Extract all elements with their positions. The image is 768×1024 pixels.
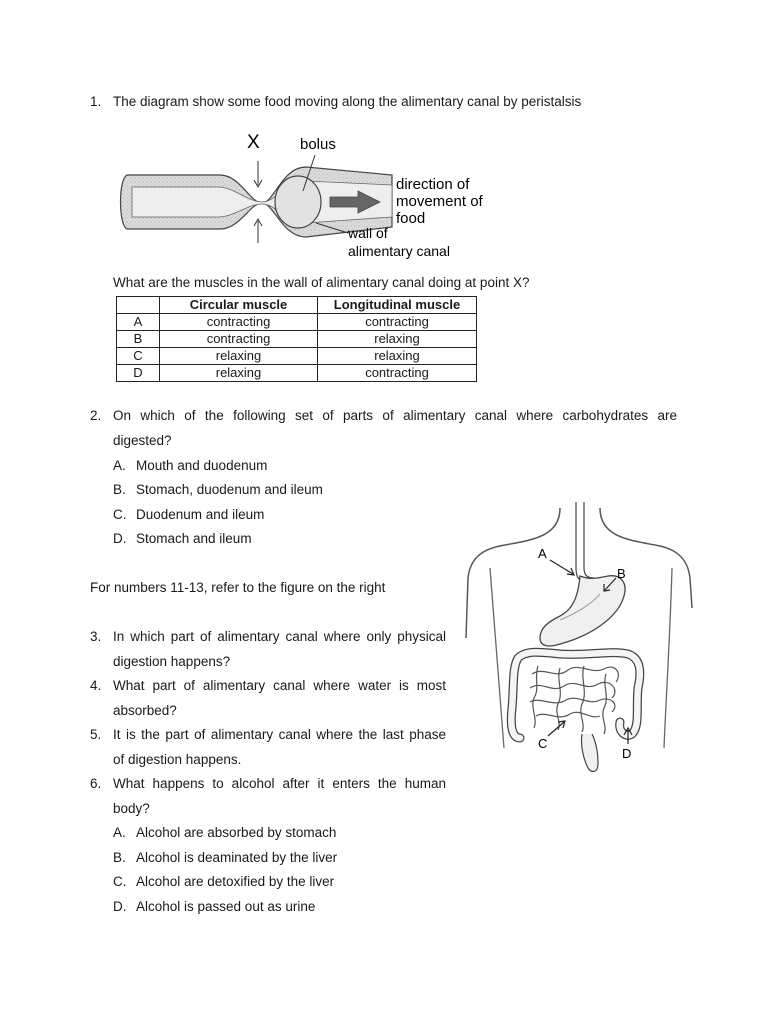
rectum [581, 734, 598, 771]
table-cell: relaxing [160, 365, 318, 382]
q6-option-c-letter: C. [113, 874, 127, 889]
bolus-label: bolus [300, 136, 336, 153]
q6-option-a-text: Alcohol are absorbed by stomach [136, 825, 337, 840]
figure-label-a: A [538, 546, 547, 561]
table-cell: contracting [318, 365, 477, 382]
table-cell: relaxing [318, 331, 477, 348]
direction-label-2: movement of [396, 193, 483, 210]
q2-option-b-letter: B. [113, 482, 126, 497]
q2-option-d-letter: D. [113, 531, 127, 546]
q2-option-c-text: Duodenum and ileum [136, 507, 265, 522]
table-cell: relaxing [318, 348, 477, 365]
table-row [117, 331, 477, 348]
wall-label-1: wall of [348, 225, 388, 241]
question-6-line2: body? [113, 801, 150, 816]
question-4-line1: What part of alimentary canal where water is most [113, 678, 446, 693]
q2-option-a-text: Mouth and duodenum [136, 458, 268, 473]
direction-label-1: direction of [396, 176, 470, 193]
question-1-text: The diagram show some food moving along the alimentary canal by peristalsis [113, 94, 582, 109]
table-row [117, 365, 477, 382]
q2-option-b-text: Stomach, duodenum and ileum [136, 482, 323, 497]
q6-option-d-text: Alcohol is passed out as urine [136, 899, 316, 914]
question-3-line2: digestion happens? [113, 654, 231, 669]
table-cell: A [117, 314, 160, 331]
q2-option-d-text: Stomach and ileum [136, 531, 252, 546]
figure-label-b: B [617, 566, 626, 581]
question-4-line2: absorbed? [113, 703, 177, 718]
wall-label-2: alimentary canal [348, 243, 450, 259]
peristalsis-diagram [110, 125, 490, 265]
table-header-longitudinal: Longitudinal muscle [318, 297, 477, 314]
question-6-line1: What happens to alcohol after it enters the human [113, 776, 446, 791]
question-3-line1: In which part of alimentary canal where only physical [113, 629, 446, 644]
esophagus [576, 502, 594, 582]
table-header-row [117, 297, 477, 314]
table-cell: contracting [160, 314, 318, 331]
question-4-number: 4. [90, 678, 102, 693]
table-row [117, 348, 477, 365]
q6-option-c-text: Alcohol are detoxified by the liver [136, 874, 335, 889]
figure-label-d: D [622, 746, 632, 761]
instruction-text: For numbers 11-13, refer to the figure on the right [90, 580, 386, 595]
table-header-blank [117, 297, 160, 314]
q2-option-a-letter: A. [113, 458, 126, 473]
answer-table [116, 296, 477, 382]
q6-option-a-letter: A. [113, 825, 126, 840]
table-cell: D [117, 365, 160, 382]
question-2-text-line2: digested? [113, 433, 172, 448]
table-row [117, 314, 477, 331]
table-cell: B [117, 331, 160, 348]
question-5-line2: of digestion happens. [113, 752, 242, 767]
question-3-number: 3. [90, 629, 102, 644]
question-5-line1: It is the part of alimentary canal where the last phase [113, 727, 446, 742]
q2-option-c-letter: C. [113, 507, 127, 522]
question-5-number: 5. [90, 727, 102, 742]
table-cell: contracting [160, 331, 318, 348]
direction-label-3: food [396, 210, 426, 227]
small-intestine [530, 666, 618, 734]
q6-option-d-letter: D. [113, 899, 127, 914]
table-cell: relaxing [160, 348, 318, 365]
table-header-circular: Circular muscle [160, 297, 318, 314]
question-6-number: 6. [90, 776, 102, 791]
figure-label-c: C [538, 736, 548, 751]
table-cell: C [117, 348, 160, 365]
q6-option-b-text: Alcohol is deaminated by the liver [136, 850, 338, 865]
question-1-number: 1. [90, 94, 102, 109]
question-1-prompt: What are the muscles in the wall of alimentary canal doing at point X? [113, 275, 530, 290]
question-2-text-line1: On which of the following set of parts of alimentary canal where carbohydrates are [113, 408, 677, 423]
q6-option-b-letter: B. [113, 850, 126, 865]
question-2-number: 2. [90, 408, 102, 423]
bolus-shape [275, 176, 321, 228]
digestive-system-figure [460, 498, 700, 778]
stomach [540, 576, 625, 646]
table-cell: contracting [318, 314, 477, 331]
x-label: X [247, 132, 260, 153]
